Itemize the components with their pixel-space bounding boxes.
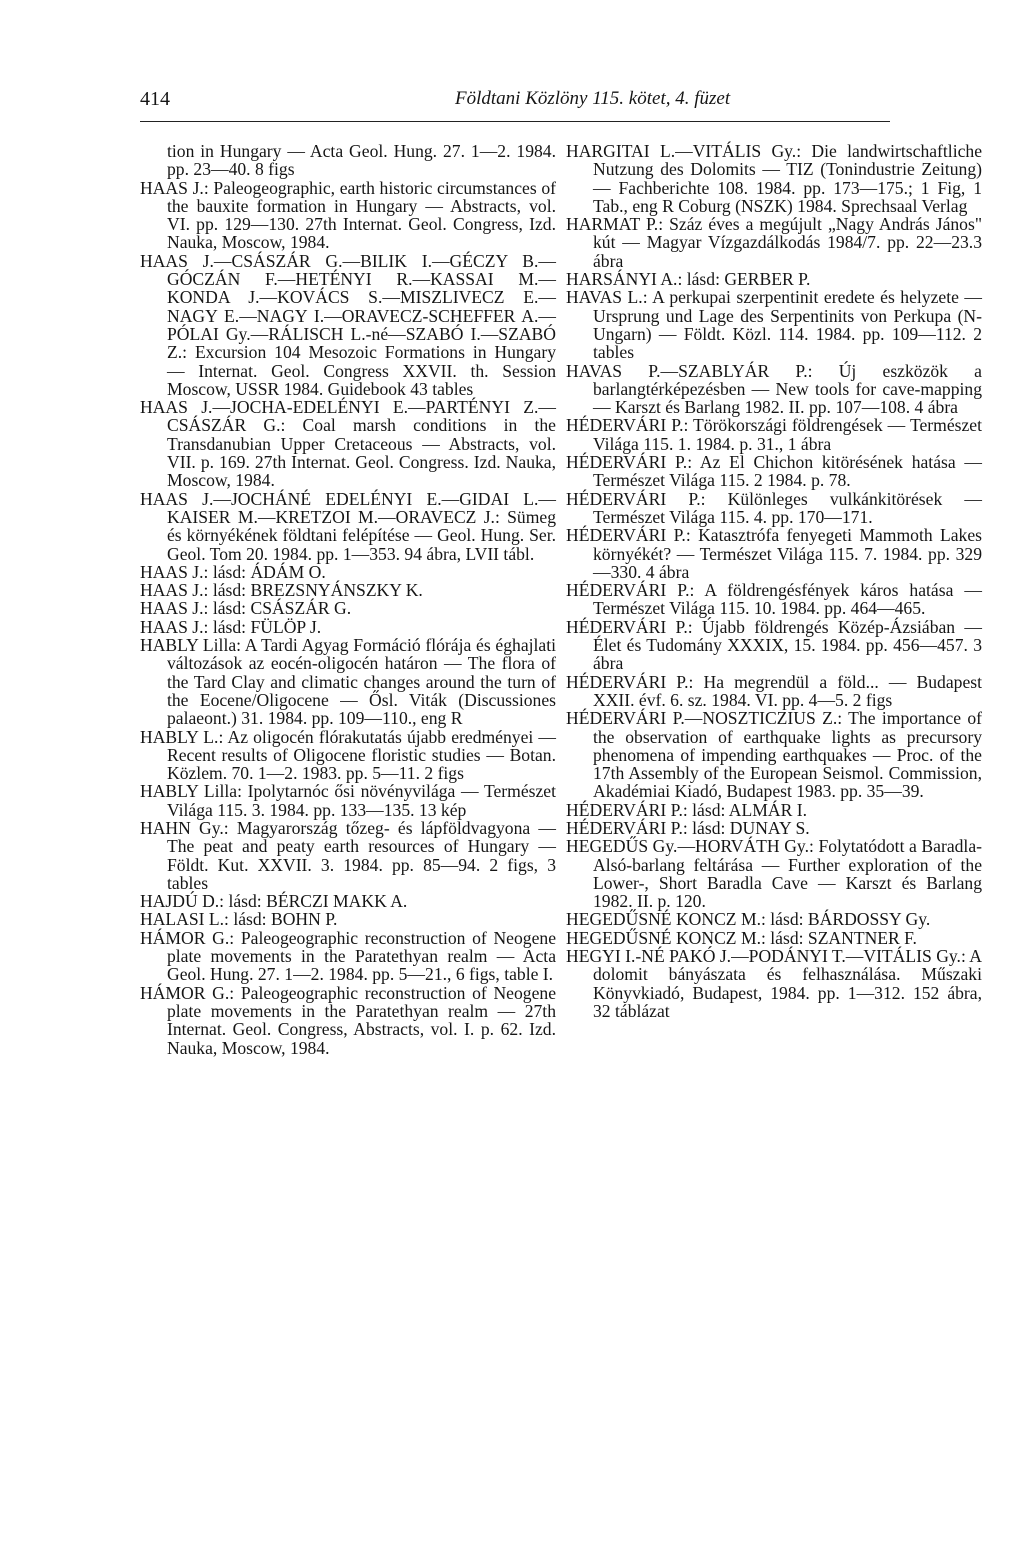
bibliography-entry: HARSÁNYI A.: lásd: GERBER P. (566, 269, 811, 290)
bibliography-entry: HARGITAI L.—VITÁLIS Gy.: Die landwirtschaftliche Nutzung des Dolomits — TIZ (Tonindustrie Zeitung) — Fachberichte 108. 1984. pp. 173—175.; 1 Fig, 1 Tab., eng R Coburg (NSZK) 1984. Sprechsaal Verlag (566, 141, 982, 216)
bibliography-entry: HAAS J.: lásd: CSÁSZÁR G. (140, 598, 352, 619)
bibliography-entry: HÉDERVÁRI P.: lásd: DUNAY S. (566, 817, 810, 838)
page-header (140, 88, 890, 118)
bibliography-entry: HAAS J.: Paleogeographic, earth historic circumstances of the bauxite formation in Hungary — Abstracts, vol. VI. pp. 129—130. 27th Internat. Geol. Congress, Izd. Nauka, Moscow, 1984. (140, 177, 556, 253)
bibliography-entry: HABLY L.: Az oligocén flórakutatás újabb eredményei — Recent results of Oligocene floristic studies — Botan. Közlem. 70. 1—2. 1983. pp. 5—11. 2 figs (140, 726, 556, 784)
bibliography-entry: HÉDERVÁRI P.: Ha megrendül a föld... — Budapest XXII. évf. 6. sz. 1984. VI. pp. 4—5. 2 figs (566, 671, 982, 710)
bibliography-entry: HÉDERVÁRI P.: Újabb földrengés Közép-Ázsiában — Élet és Tudomány XXXIX, 15. 1984. pp. 456—457. 3 ábra (566, 616, 982, 674)
bibliography-entry: HAVAS P.—SZABLYÁR P.: Új eszközök a barlangtérképezésben — New tools for cave-mapping — Karszt és Barlang 1982. II. pp. 107—108. 4 ábra (566, 360, 982, 418)
header-rule (140, 121, 890, 122)
bibliography-entry: HÉDERVÁRI P.: Törökországi földrengések — Természet Világa 115. 1. 1984. p. 31., 1 ábra (566, 415, 982, 454)
left-column (140, 142, 556, 1057)
bibliography-entry: HAVAS L.: A perkupai szerpentinit eredete és helyzete — Ursprung und Lage des Serpentinits von Perkupa (N-Ungarn) — Földt. Közl. 114. 1984. pp. 109—112. 2 tables (566, 287, 982, 363)
running-title: Földtani Közlöny 115. kötet, 4. füzet (455, 88, 731, 109)
bibliography-entry: tion in Hungary — Acta Geol. Hung. 27. 1—2. 1984. pp. 23—40. 8 figs (167, 141, 556, 180)
bibliography-entry: HÉDERVÁRI P.: lásd: ALMÁR I. (566, 799, 808, 820)
bibliography-entry: HÉDERVÁRI P.—NOSZTICZIUS Z.: The importance of the observation of earthquake lights as precursory phenomena of impending earthquakes — Proc. of the 17th Assembly of the European Seismol. Commission, Akadémiai Kiadó, Budapest 1983. pp. 35—39. (566, 708, 982, 802)
bibliography-entry: HAAS J.—JOCHA-EDELÉNYI E.—PARTÉNYI Z.—CSÁSZÁR G.: Coal marsh conditions in the Transdanubian Upper Cretaceous — Abstracts, vol. VII. p. 169. 27th Internat. Geol. Congress. Izd. Nauka, Moscow, 1984. (140, 397, 556, 491)
bibliography-entry: HEGEDŰS Gy.—HORVÁTH Gy.: Folytatódott a Baradla-Alsó-barlang feltárása — Further exploration of the Lower-, Short Baradla Cave — Karszt és Barlang 1982. II. p. 120. (566, 836, 982, 912)
bibliography-entry: HAHN Gy.: Magyarország tőzeg- és lápföldvagyona — The peat and peaty earth resources of Hungary — Földt. Kut. XXVII. 3. 1984. pp. 85—94. 2 figs, 3 tables (140, 817, 556, 893)
bibliography-entry: HAAS J.—JOCHÁNÉ EDELÉNYI E.—GIDAI L.—KAISER M.—KRETZOI M.—ORAVECZ J.: Sümeg és környékének földtani felépítése — Geol. Hung. Ser. Geol. Tom 20. 1984. pp. 1—353. 94 ábra, LVII tábl. (140, 488, 556, 564)
bibliography-entry: HABLY Lilla: A Tardi Agyag Formáció flórája és éghajlati változások az eocén-oligocén határon — The flora of the Tard Clay and climatic changes around the turn of the Eocene/Oligocene — Ősl. Viták (Discussiones palaeont.) 31. 1984. pp. 109—110., eng R (140, 635, 556, 729)
bibliography-entry: HÉDERVÁRI P.: A földrengésfények káros hatása — Természet Világa 115. 10. 1984. pp. 464—465. (566, 580, 982, 619)
right-column (566, 142, 982, 1020)
bibliography-entry: HÉDERVÁRI P.: Különleges vulkánkitörések — Természet Világa 115. 4. pp. 170—171. (566, 488, 982, 527)
bibliography-entry: HAAS J.—CSÁSZÁR G.—BILIK I.—GÉCZY B.—GÓCZÁN F.—HETÉNYI R.—KASSAI M.—KONDA J.—KOVÁCS S.—MISZLIVECZ E.—NAGY E.—NAGY I.—ORAVECZ-SCHEFFER A.—PÓLAI Gy.—RÁLISCH L.-né—SZABÓ I.—SZABÓ Z.: Excursion 104 Mesozoic Formations in Hungary — Internat. Geol. Congress XXVII. th. Session Moscow, USSR 1984. Guidebook 43 tables (140, 250, 556, 399)
bibliography-entry: HAAS J.: lásd: ÁDÁM O. (140, 561, 326, 582)
bibliography-entry: HEGYI I.-NÉ PAKÓ J.—PODÁNYI T.—VITÁLIS Gy.: A dolomit bányászata és felhasználása. Műszaki Könyvkiadó, Budapest, 1984. pp. 1—312. 152 ábra, 32 táblázat (566, 946, 982, 1021)
bibliography-entry: HEGEDŰSNÉ KONCZ M.: lásd: SZANTNER F. (566, 927, 917, 948)
bibliography-entry: HÁMOR G.: Paleogeographic reconstruction of Neogene plate movements in the Paratethyan realm — 27th Internat. Geol. Congress, Abstracts, vol. I. p. 62. Izd. Nauka, Moscow, 1984. (140, 982, 556, 1058)
bibliography-entry: HALASI L.: lásd: BOHN P. (140, 909, 338, 930)
bibliography-entry: HÁMOR G.: Paleogeographic reconstruction of Neogene plate movements in the Paratethyan realm — Acta Geol. Hung. 27. 1—2. 1984. pp. 5—21., 6 figs, table I. (140, 927, 556, 985)
bibliography-entry: HÉDERVÁRI P.: Az El Chichon kitörésének hatása — Természet Világa 115. 2 1984. p. 78. (566, 452, 982, 491)
bibliography-entry: HÉDERVÁRI P.: Katasztrófa fenyegeti Mammoth Lakes környékét? — Természet Világa 115. 7. 1984. pp. 329—330. 4 ábra (566, 525, 982, 582)
bibliography-entry: HAAS J.: lásd: BREZSNYÁNSZKY K. (140, 580, 423, 601)
bibliography-entry: HARMAT P.: Száz éves a megújult „Nagy András János" kút — Magyar Vízgazdálkodás 1984/7. pp. 22—23.3 ábra (566, 214, 982, 271)
bibliography-entry: HABLY Lilla: Ipolytarnóc ősi növényvilága — Természet Világa 115. 3. 1984. pp. 133—135. 13 kép (140, 781, 556, 820)
bibliography-entry: HAJDÚ D.: lásd: BÉRCZI MAKK A. (140, 891, 408, 912)
page-number: 414 (140, 88, 170, 110)
bibliography-entry: HAAS J.: lásd: FÜLÖP J. (140, 616, 322, 637)
bibliography-entry: HEGEDŰSNÉ KONCZ M.: lásd: BÁRDOSSY Gy. (566, 909, 931, 930)
